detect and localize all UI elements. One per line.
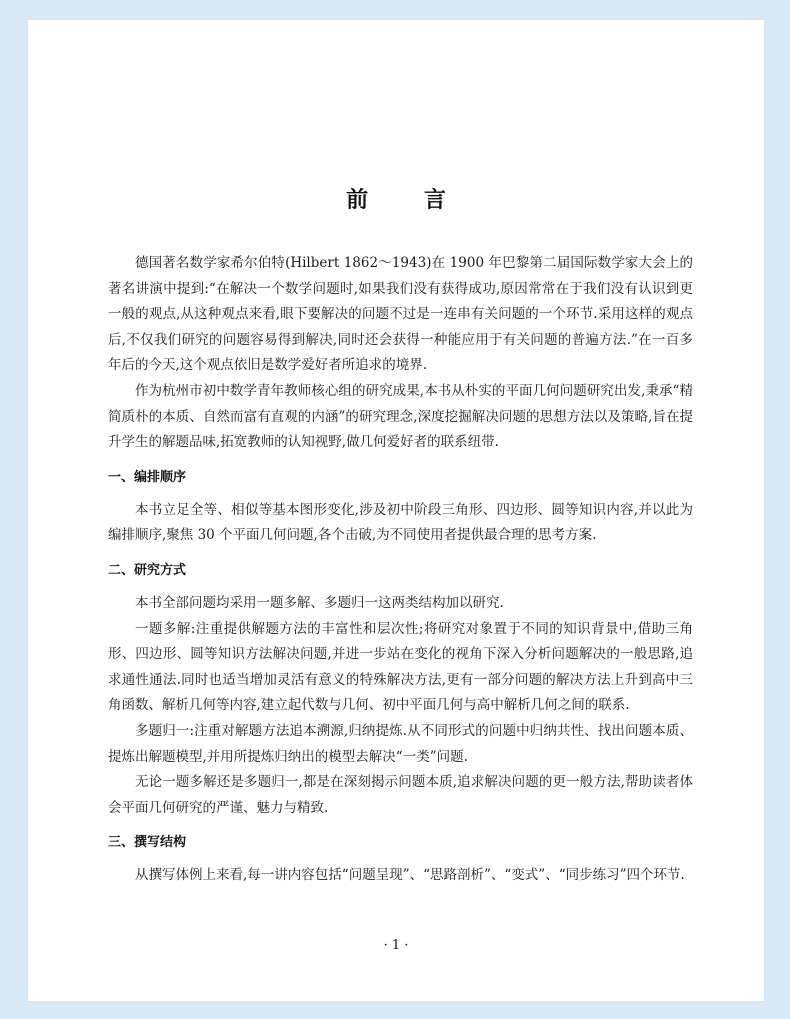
intro-paragraph-1: 德国著名数学家希尔伯特(Hilbert 1862～1943)在 1900 年巴黎第二届国际数学家大会上的著名讲演中提到:“在解决一个数学问题时,如果我们没有获得成功,原因常常在于我们没有认识到更一般的观点,从这种观点来看,眼下要解决的问题不过是一连串有关问题的一个环节.采用这样的观点后,不仅我们研究的问题容易得到解决,同时还会获得一种能应用于有关问题的普遍方法.”在一百多年后的今天,这个观点依旧是数学爱好者所追求的境界. — [108, 255, 693, 374]
preface-body — [108, 251, 693, 889]
document-page — [28, 20, 764, 1001]
research-paragraph-2: 一题多解:注重提供解题方法的丰富性和层次性;将研究对象置于不同的知识背景中,借助三角形、四边形、圆等知识方法解决问题,并进一步站在变化的视角下深入分析问题解决的一般思路,追求通性通法.同时也适当增加灵活有意义的特殊解决方法,更有一部分问题的解决方法上升到高中三角函数、解析几何等内容,建立起代数与几何、初中平面几何与高中解析几何之间的联系. — [108, 620, 693, 714]
research-paragraph-1: 本书全部问题均采用一题多解、多题归一这两类结构加以研究. — [135, 594, 504, 611]
page-title: 前 言 — [346, 187, 470, 213]
section-heading-writing-structure: 三、撰写结构 — [108, 835, 187, 851]
arrangement-paragraph: 本书立足全等、相似等基本图形变化,涉及初中阶段三角形、四边形、圆等知识内容,并以此为编排顺序,聚焦 30 个平面几何问题,各个击破,为不同使用者提供最合理的思考方案. — [108, 501, 693, 544]
structure-paragraph: 从撰写体例上来看,每一讲内容包括“问题呈现”、“思路剖析”、“变式”、“同步练习”四个环节. — [135, 867, 685, 884]
research-paragraph-3: 多题归一:注重对解题方法追本溯源,归纳提炼.从不同形式的问题中归纳共性、找出问题本质、提炼出解题模型,并用所提炼归纳出的模型去解决“一类”问题. — [108, 722, 693, 765]
intro-paragraph-2: 作为杭州市初中数学青年教师核心组的研究成果,本书从朴实的平面几何问题研究出发,秉承“精简质朴的本质、自然而富有直观的内涵”的研究理念,深度挖掘解决问题的思想方法以及策略,旨在提升学生的解题品味,拓宽教师的认知视野,做几何爱好者的联系纽带. — [108, 382, 693, 451]
research-paragraph-4: 无论一题多解还是多题归一,都是在深刻揭示问题本质,追求解决问题的更一般方法,帮助读者体会平面几何研究的严谨、魅力与精致. — [108, 774, 693, 816]
section-heading-research-method: 二、研究方式 — [108, 562, 187, 578]
section-heading-arrangement: 一、编排顺序 — [108, 469, 187, 485]
page-number: · 1 · — [383, 938, 409, 953]
